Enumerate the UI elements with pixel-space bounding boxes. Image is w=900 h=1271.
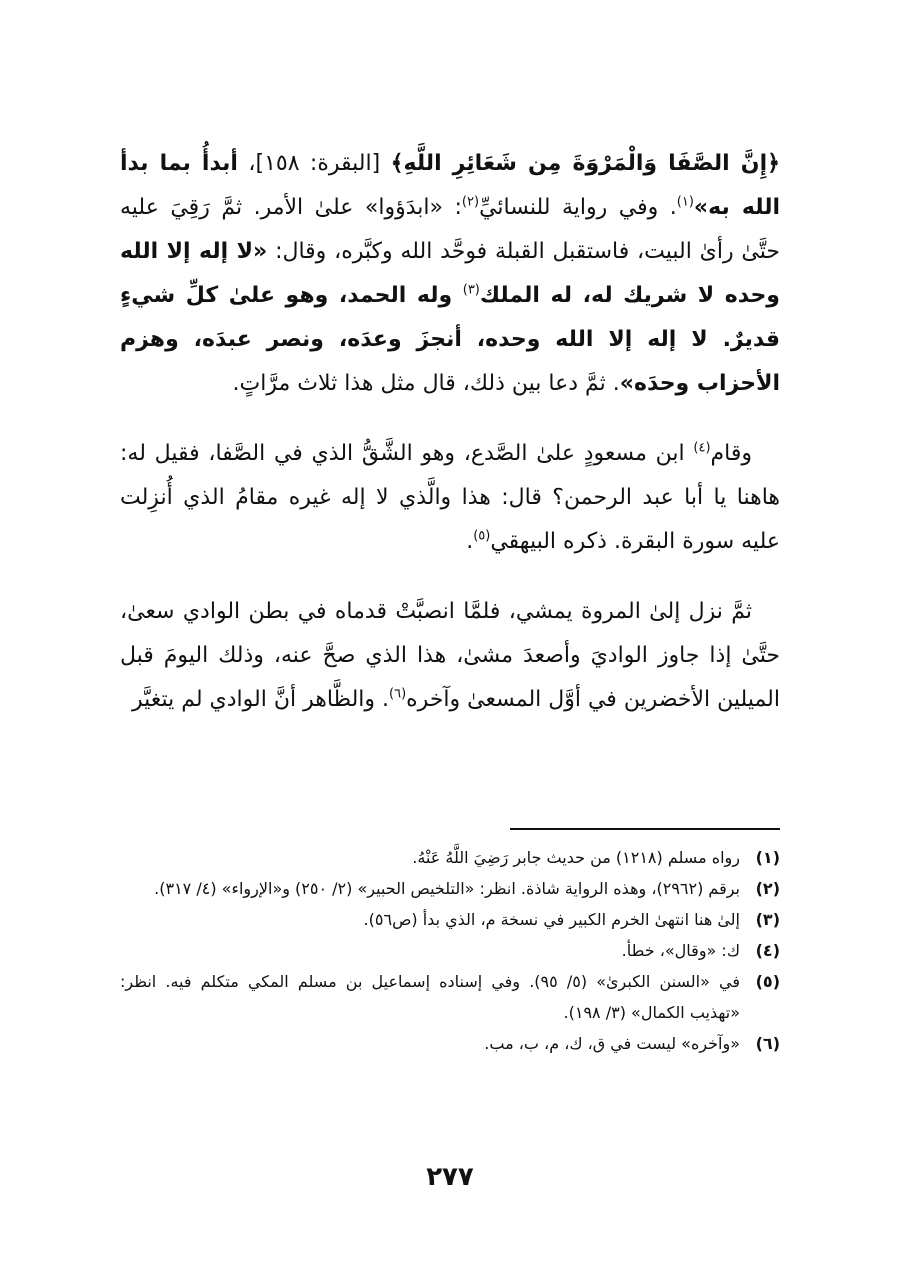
text-run: . [466, 529, 474, 554]
footnote-5 [120, 966, 780, 1028]
footnote-6 [120, 1028, 780, 1059]
text-run: ثمَّ نزل إلىٰ المروة يمشي، فلمَّا انصبَّتْ قدماه في بطن الوادي سعىٰ، حتَّىٰ إذا جاوز الواديَ وأصعدَ مشىٰ، هذا الذي صحَّ عنه، وذلك اليومَ قبل الميلين الأخضرين في أوَّل المسعىٰ وآخره [120, 599, 780, 712]
footnote-number: (٢) [755, 879, 780, 898]
footnote-ref-1: (١) [676, 194, 694, 210]
footnote-2 [120, 873, 780, 904]
text-run: وقام [710, 441, 752, 466]
footnote-text: ك: «وقال»، خطأ. [621, 941, 740, 960]
text-run: . والظَّاهر أنَّ الوادي لم يتغيَّر [132, 687, 390, 712]
footnote-divider [510, 828, 780, 830]
footnote-ref-3: (٣) [462, 282, 480, 298]
footnote-4 [120, 935, 780, 966]
main-text [120, 142, 780, 722]
footnote-number: (٦) [755, 1034, 780, 1053]
footnote-ref-6: (٦) [389, 686, 407, 702]
footnote-number: (٣) [755, 910, 780, 929]
paragraph-2 [120, 432, 780, 564]
text-run: . ثمَّ دعا بين ذلك، قال مثل هذا ثلاث مرَّاتٍ. [232, 371, 620, 396]
footnote-text: في «السنن الكبرىٰ» (٥/ ٩٥). وفي إسناده إسماعيل بن مسلم المكي متكلم فيه. انظر: «تهذيب الكمال» (٣/ ١٩٨). [120, 972, 740, 1022]
paragraph-3 [120, 590, 780, 722]
paragraph-1 [120, 142, 780, 406]
footnote-text: رواه مسلم (١٢١٨) من حديث جابر رَضِيَ اللَّهُ عَنْهُ. [412, 848, 740, 867]
footnote-text: برقم (٢٩٦٢)، وهذه الرواية شاذة. انظر: «التلخيص الحبير» (٢/ ٢٥٠) و«الإرواء» (٤/ ٣١٧). [154, 879, 740, 898]
verse-reference: [البقرة: ١٥٨]، [237, 151, 391, 176]
footnote-ref-5: (٥) [473, 528, 491, 544]
text-run: : «ابدَؤوا» علىٰ الأمر. ثمَّ رَقِيَ عليه حتَّىٰ رأىٰ البيت، فاستقبل القبلة فوحَّد الله وكبَّره، وقال: [120, 195, 781, 264]
hadith-quote: وله الحمد، وهو علىٰ كلِّ شيءٍ قديرٌ. لا إله إلا الله وحده، أنجزَ وعدَه، ونصر عبدَه، وهزم الأحزاب وحدَه» [120, 283, 780, 396]
hadith-quote: أبدأُ بما بدأ الله به» [120, 151, 780, 220]
footnote-number: (٤) [755, 941, 780, 960]
footnote-ref-2: (٢) [461, 194, 480, 210]
footnote-text: «وآخره» ليست في ق، ك، م، ب، مب. [484, 1034, 740, 1053]
footnote-1 [120, 842, 780, 873]
page-number: ٢٧٧ [426, 1162, 474, 1192]
footnote-number: (١) [755, 848, 780, 867]
hadith-quote: «لا إله إلا الله وحده لا شريك له، له الملك [120, 239, 780, 308]
footnote-text: إلىٰ هنا انتهىٰ الخرم الكبير في نسخة م، الذي بدأ (ص٥٦). [363, 910, 740, 929]
footnote-3 [120, 904, 780, 935]
footnote-number: (٥) [755, 972, 780, 991]
quran-verse: ﴿إِنَّ الصَّفَا وَالْمَرْوَةَ مِن شَعَائِرِ اللَّهِ﴾ [390, 151, 780, 176]
footnotes [120, 842, 780, 1059]
footnote-ref-4: (٤) [693, 440, 711, 456]
text-run: . وفي رواية للنسائيِّ [479, 195, 677, 220]
text-run: ابن مسعودٍ علىٰ الصَّدع، وهو الشَّقُّ الذي في الصَّفا، فقيل له: هاهنا يا أبا عبد الرحمن؟ قال: هذا والَّذي لا إله غيره مقامُ الذي أُنزِلت عليه سورة البقرة. ذكره البيهقي [120, 441, 780, 554]
